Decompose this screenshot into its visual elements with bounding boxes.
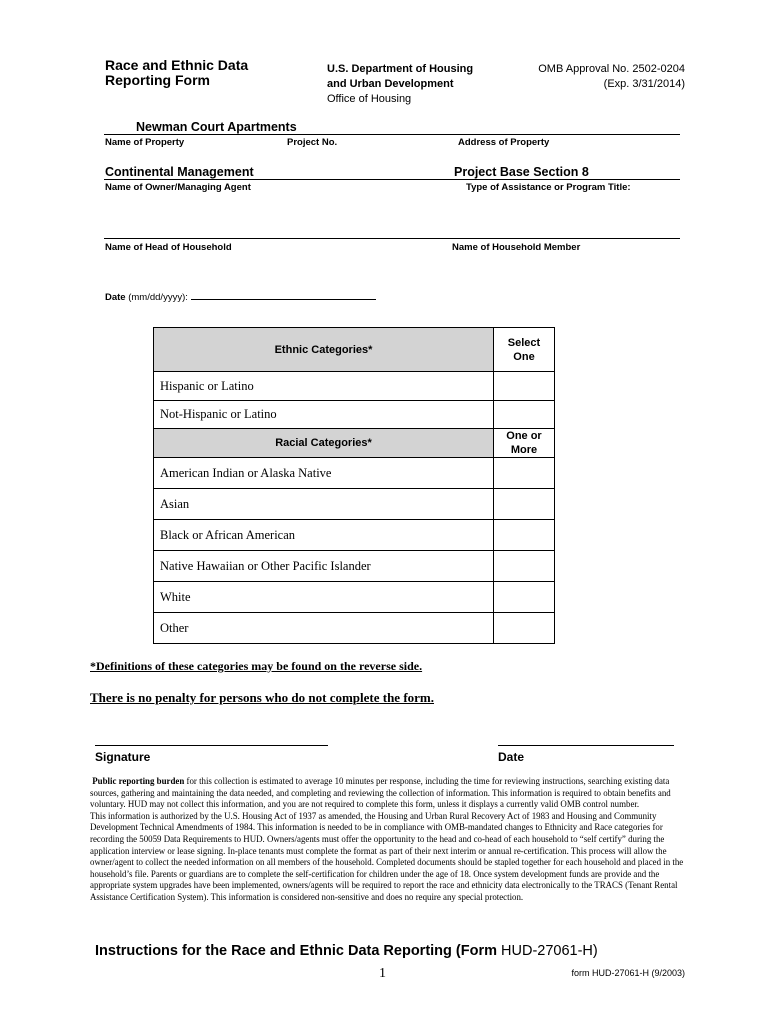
racial-option-label: White [154, 582, 494, 613]
one-or-more-line1: One or [506, 430, 542, 442]
owner-line [104, 179, 680, 180]
date-format-hint: (mm/dd/yyyy): [128, 292, 188, 303]
department-block [327, 62, 473, 107]
signature-date-line[interactable] [498, 745, 674, 746]
racial-select-cell[interactable] [494, 582, 555, 613]
form-title [105, 58, 248, 88]
household-member-label: Name of Household Member [452, 242, 581, 253]
racial-option-label: Other [154, 613, 494, 644]
instructions-heading-bold: Instructions for the Race and Ethnic Data Reporting (Form [95, 943, 498, 959]
property-name-value[interactable]: Newman Court Apartments [136, 120, 297, 134]
project-number-label: Project No. [287, 137, 338, 148]
categories-table [153, 327, 555, 644]
select-one-header [494, 328, 555, 372]
instructions-heading-form: HUD-27061-H) [497, 943, 598, 959]
burden-paragraph-1 [90, 776, 690, 811]
table-row [154, 520, 555, 551]
owner-name-value[interactable]: Continental Management [105, 165, 254, 179]
owner-name-label: Name of Owner/Managing Agent [105, 182, 251, 193]
department-line1: U.S. Department of Housing [327, 63, 474, 75]
definitions-note: *Definitions of these categories may be found on the reverse side. [90, 659, 423, 673]
racial-header-row [154, 429, 555, 458]
instructions-heading [95, 943, 598, 959]
table-row [154, 372, 555, 401]
form-title-line1: Race and Ethnic Data [105, 57, 249, 73]
head-of-household-label: Name of Head of Household [105, 242, 232, 253]
one-or-more-header [494, 429, 555, 458]
date-input-line[interactable] [191, 290, 376, 300]
racial-option-label: Native Hawaiian or Other Pacific Islander [154, 551, 494, 582]
burden-text-1: for this collection is estimated to average 10 minutes per response, including the time for reviewing instructions, searching existing data sources, gathering and maintaining the data needed, and completing and reviewing the collection of information. This information is required to obtain benefits and voluntary. HUD may not collect this information, and you are not required to complete this form, unless it displays a currently valid OMB control number. [90, 776, 671, 810]
form-number: form HUD-27061-H (9/2003) [571, 968, 685, 978]
ethnic-select-cell[interactable] [494, 401, 555, 429]
burden-lead: Public reporting burden [92, 776, 185, 786]
omb-approval [538, 62, 685, 92]
table-row [154, 551, 555, 582]
racial-select-cell[interactable] [494, 520, 555, 551]
household-line[interactable] [104, 238, 680, 239]
select-one-line1: Select [507, 336, 541, 349]
department-line2: and Urban Development [327, 78, 454, 90]
table-row [154, 401, 555, 429]
burden-paragraph-2: This information is authorized by the U.S. Housing Act of 1937 as amended, the Housing and Urban Rural Recovery Act of 1983 and Housing and Community Development Technical Amendments of 1984. This information is needed to be in compliance with OMB-mandated changes to Ethnicity and Race categories for recording the 50059 Data Requirements to HUD. Owners/agents must offer the opportunity to the head and co-head of each household to “self certify” during the application interview or lease signing. In-place tenants must complete the format as part of their next interim or annual re-certification. This process will allow the owner/agent to collect the needed information on all members of the household. Completed documents should be stapled together for each household and placed in the household’s file. Parents or guardians are to complete the self-certification for children under the age of 18. Once system development funds are provide and the appropriate system upgrades have been implemented, owners/agents will be required to report the race and ethnicity data electronically to the TRACS (Tenant Rental Assistance Certification System). This information is considered non-sensitive and does no require any special protection. [90, 810, 684, 902]
ethnic-header-row [154, 328, 555, 372]
racial-option-label: Black or African American [154, 520, 494, 551]
property-line [104, 134, 680, 135]
select-one-line2: One [513, 350, 535, 363]
ethnic-select-cell[interactable] [494, 372, 555, 401]
form-title-line2: Reporting Form [105, 72, 210, 88]
page-number: 1 [379, 966, 386, 981]
signature-line[interactable] [95, 745, 328, 746]
omb-number: OMB Approval No. 2502-0204 [538, 63, 685, 75]
racial-select-cell[interactable] [494, 458, 555, 489]
date-label: Date [105, 292, 126, 303]
assistance-type-value[interactable]: Project Base Section 8 [454, 165, 589, 179]
racial-option-label: Asian [154, 489, 494, 520]
omb-expiration: (Exp. 3/31/2014) [603, 78, 685, 90]
date-field [105, 290, 376, 303]
table-row [154, 582, 555, 613]
signature-date-label: Date [498, 750, 525, 764]
table-row [154, 489, 555, 520]
address-label: Address of Property [458, 137, 550, 148]
racial-option-label: American Indian or Alaska Native [154, 458, 494, 489]
table-row [154, 613, 555, 644]
assistance-type-label: Type of Assistance or Program Title: [466, 182, 631, 193]
racial-select-cell[interactable] [494, 551, 555, 582]
racial-categories-header: Racial Categories* [154, 429, 494, 458]
ethnic-option-label: Not-Hispanic or Latino [154, 401, 494, 429]
table-row [154, 458, 555, 489]
office-line: Office of Housing [327, 93, 412, 105]
signature-label: Signature [95, 750, 151, 764]
racial-select-cell[interactable] [494, 613, 555, 644]
racial-select-cell[interactable] [494, 489, 555, 520]
one-or-more-line2: More [510, 444, 538, 456]
property-name-label: Name of Property [105, 137, 185, 148]
penalty-note: There is no penalty for persons who do not complete the form. [90, 690, 435, 705]
ethnic-option-label: Hispanic or Latino [154, 372, 494, 401]
ethnic-categories-header: Ethnic Categories* [154, 328, 494, 372]
burden-statement [90, 776, 690, 904]
